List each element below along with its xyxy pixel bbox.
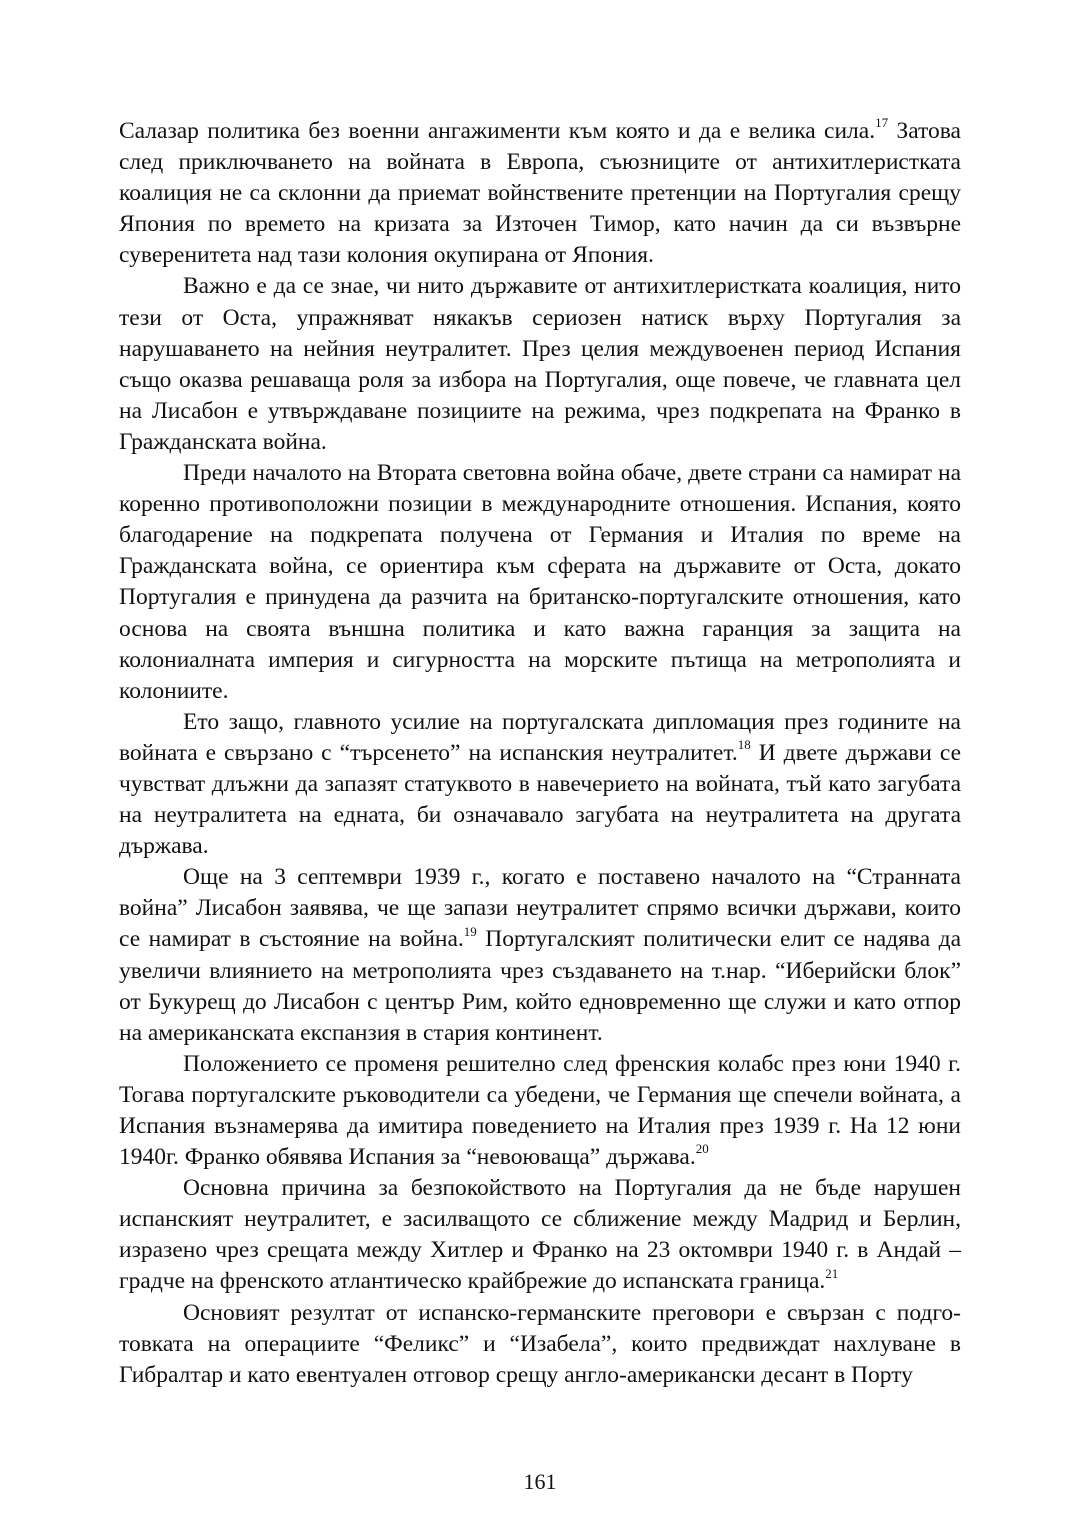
paragraph-7: [119, 1173, 961, 1297]
paragraph-1-text-2: Затова след приключването на войната в Европа, съюзниците от антихитлеристката коалиция не са склонни да приемат войнствените претенции на Португалия срещу Япония по времето на кризата за Източен Тимор, като начин да си възвърне суверенитета над тази колония окупирана от Япония.: [119, 118, 961, 269]
paragraph-6-text-1: Положението се променя решително след френския колабс през юни 1940 г. Тогава португалските ръководители са убедени, че Германия ще спечели войната, а Испания възнамерява да имитира поведението на Италия през 1939 г. На 12 юни 1940г. Франко обявява Испания за “невоюваща” държава.: [119, 1050, 961, 1171]
footnote-ref-20[interactable]: 20: [695, 1141, 709, 1157]
paragraph-4: [119, 707, 961, 862]
paragraph-4-text-1: Ето защо, главното усилие на португалската дипломация през годините на войната е свързано с “търсенето” на испанския неутралитет.: [119, 708, 961, 766]
page-number: 161: [523, 1469, 557, 1494]
paragraph-5-text-2: Португалският политически елит се надява да увеличи влиянието на метрополията чрез създаването на т.нар. “Иберийски блок” от Букурещ до Лисабон с център Рим, който едновременно ще служи и като отпор на американската експанзия в стария континент.: [119, 926, 962, 1046]
paragraph-3-text-1: Преди началото на Втората световна война обаче, двете страни са намират на коренно противоположни позиции в международните отношения. Испания, която благодарение на подкрепата получена от Германия и Италия по време на Гражданската война, се ориентира към сферата на държавите от Оста, докато Португалия е принудена да разчита на британско-португалските отношения, като основа на своята външна политика и като важна гаранция за защита на колониалната империя и сигурността на морските пътища на метрополията и колониите.: [119, 460, 961, 704]
paragraph-1-text-1: Салазар политика без военни ангажименти към която и да е велика сила.: [119, 118, 876, 144]
page-body: [119, 116, 961, 1391]
paragraph-3: [119, 458, 961, 707]
paragraph-7-text-1: Основна причина за безпокойството на Португалия да не бъде нарушен испанският неутралитет, е засилващото се сближение между Мадрид и Берлин, изразено чрез срещата между Хитлер и Франко на 23 октомври 1940 г. в Андай – градче на френското атлантическо крайбрежие до испанската граница.: [119, 1175, 961, 1295]
paragraph-5: [119, 862, 961, 1049]
paragraph-4-text-2: И двете държави се чувстват длъжни да запазят статуквото в навечерието на войната, тъй като загубата на неутралитета на едната, би означавало загубата на неутралитета на другата държава.: [119, 739, 961, 860]
paragraph-8: [119, 1298, 961, 1391]
paragraph-2: [119, 271, 961, 458]
paragraph-2-text-1: Важно е да се знае, чи нито държавите от антихитлеристката коалиция, нито тези от Оста, упражняват някакъв сериозен натиск върху Португалия за нарушаването на нейния неутралитет. През целия междувоенен период Испания също оказва решаваща роля за избора на Португалия, още повече, че главната цел на Лисабон е утвърждаване позициите на режима, чрез подкрепата на Франко в Гражданската война.: [119, 273, 961, 455]
paragraph-5-text-1: Още на 3 септември 1939 г., когато е поставено началото на “Странната война” Лисабон заявява, че ще запази неутралитет спрямо всички държави, които се намират в състояние на война.: [119, 864, 961, 953]
footnote-ref-19[interactable]: 19: [463, 923, 477, 939]
footnote-ref-21[interactable]: 21: [825, 1265, 839, 1281]
paragraph-1: [119, 116, 961, 271]
paragraph-6: [119, 1049, 961, 1173]
paragraph-8-text-1: Основият резултат от испанско-германските преговори е свързан с подготовката на операциите “Феликс” и “Изабела”, които предвиждат нахлуване в Гибралтар и като евентуален отговор срещу англо-американски десант в Порту: [119, 1299, 961, 1388]
footnote-ref-18[interactable]: 18: [737, 737, 751, 753]
footnote-ref-17[interactable]: 17: [875, 115, 889, 131]
